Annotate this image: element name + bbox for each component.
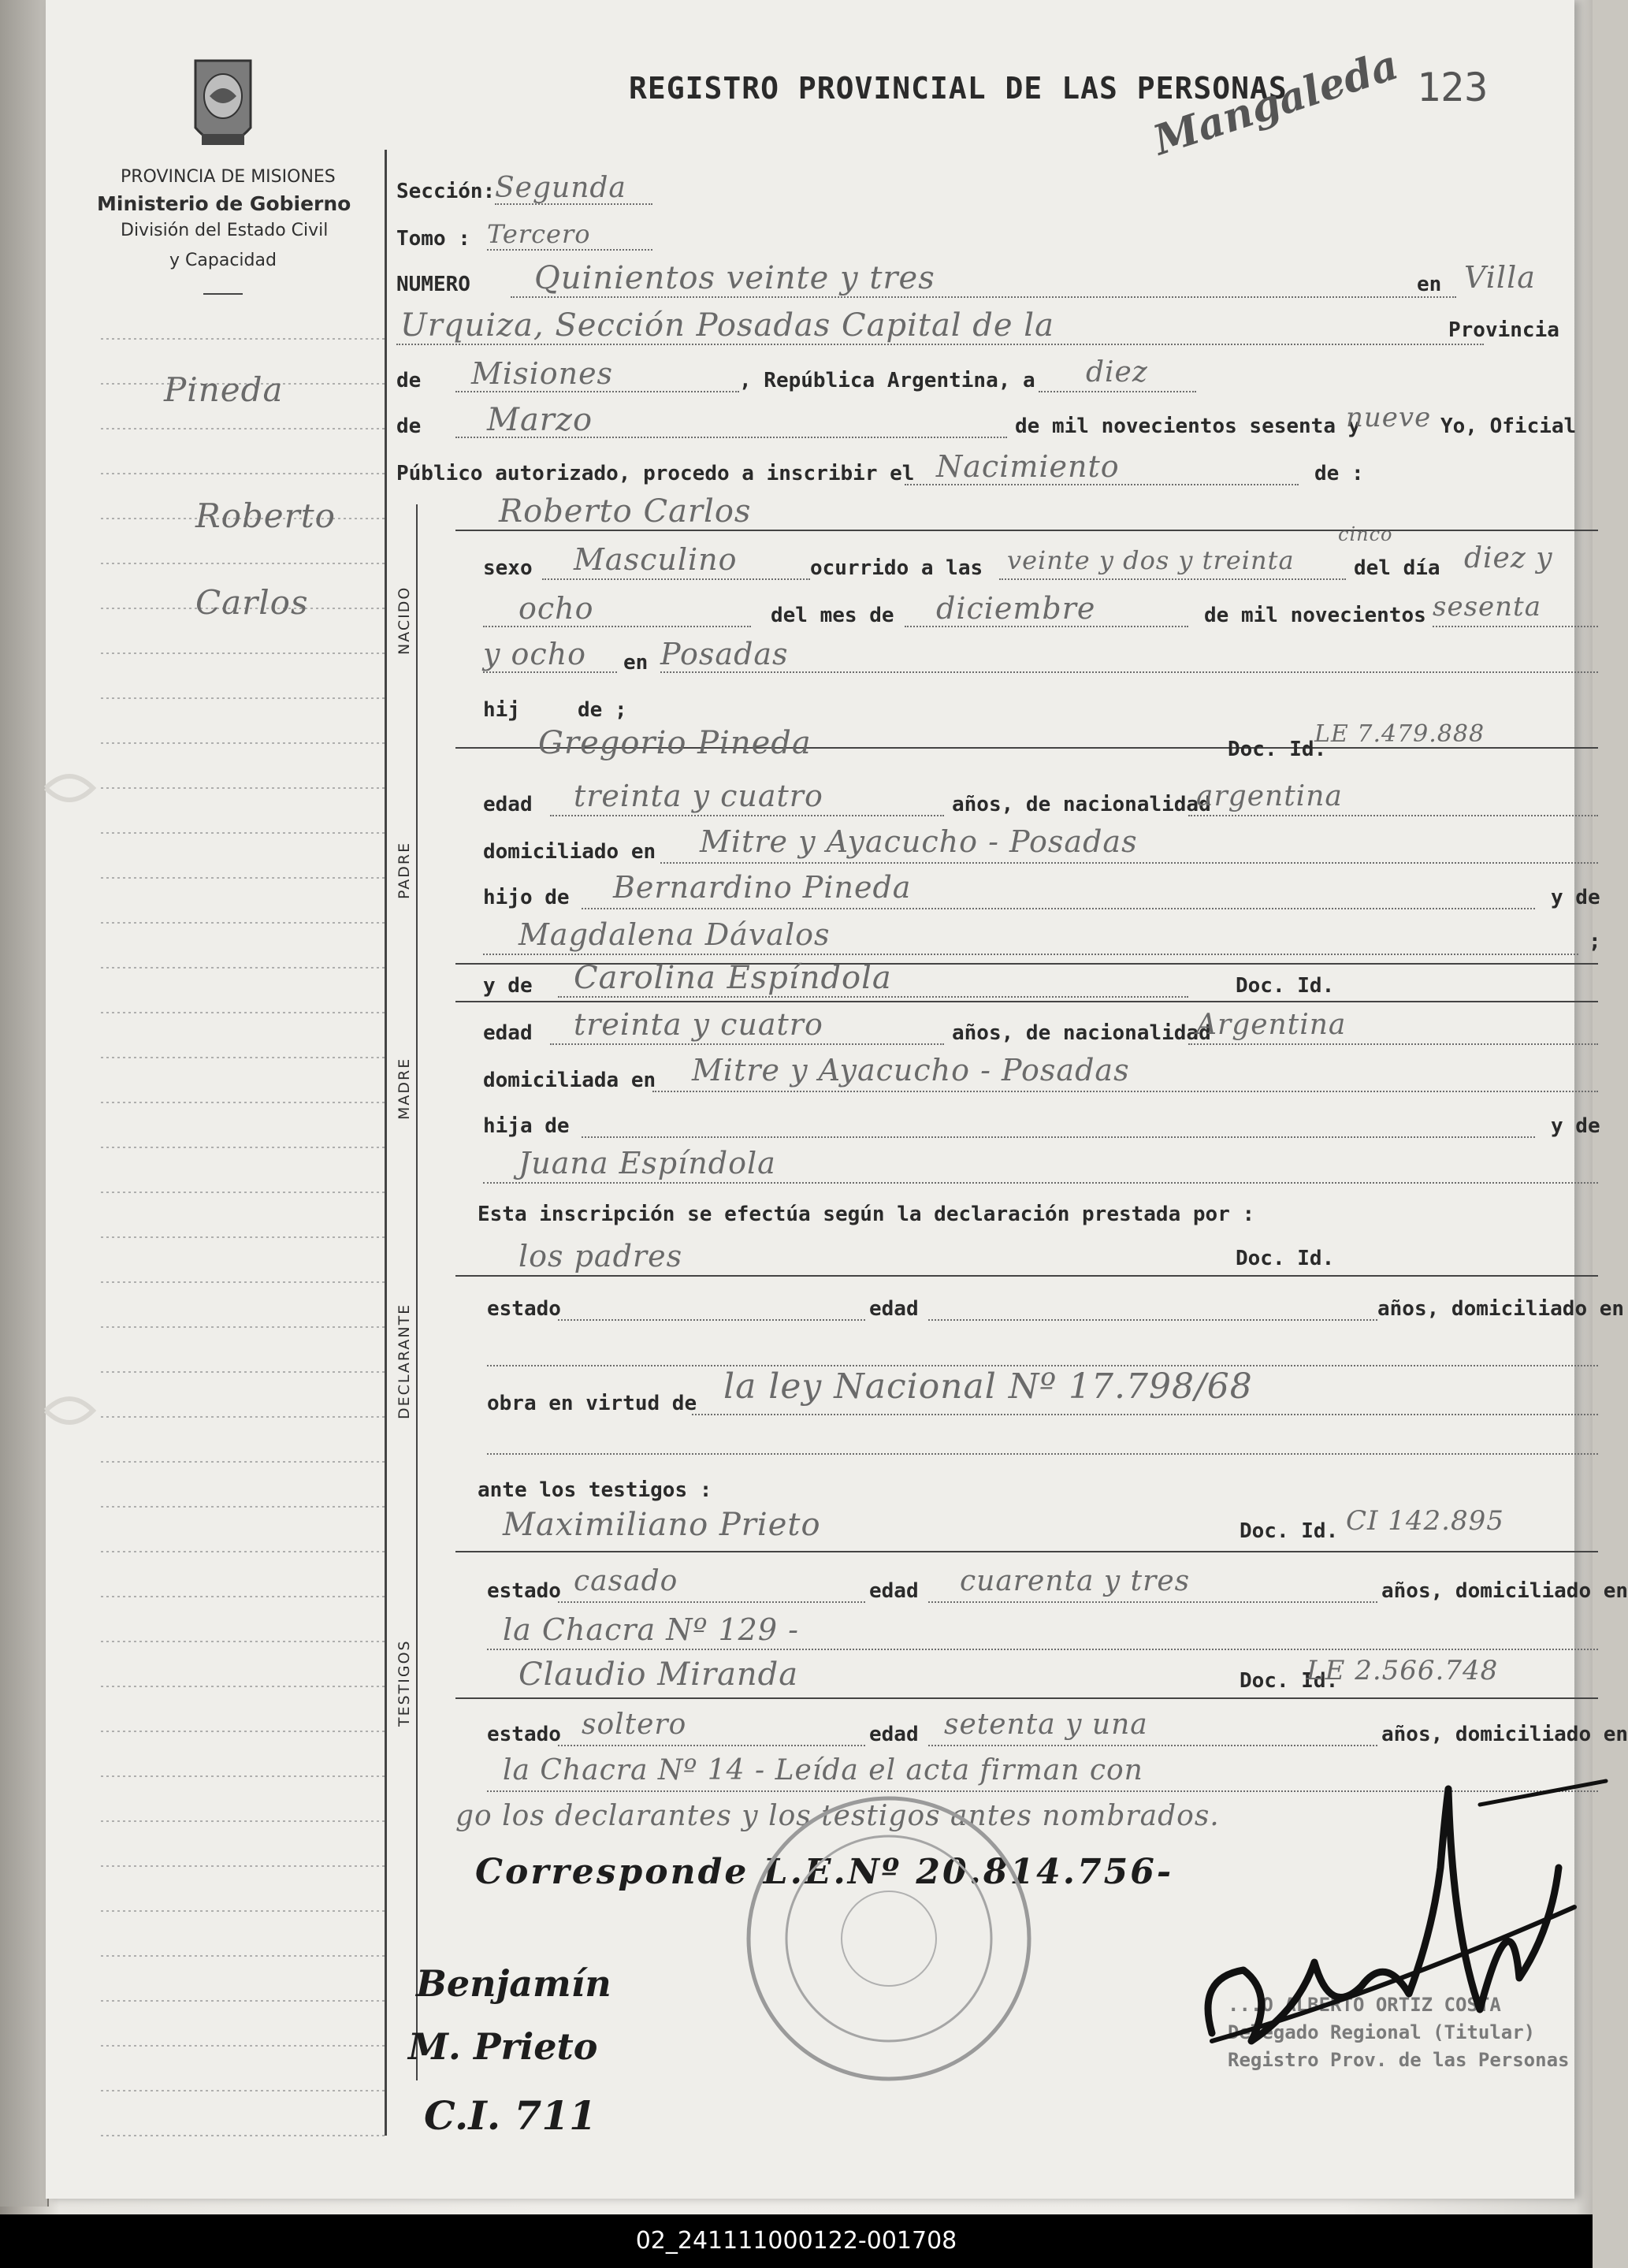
division-line-1: División del Estado Civil <box>121 221 329 240</box>
dia-nac-line <box>483 626 751 627</box>
testigo1-name-rule <box>455 1551 1598 1552</box>
entry-testigo1-estado: casado <box>574 1565 678 1597</box>
entry-testigo1: Maximiliano Prieto <box>503 1507 821 1543</box>
label-numero: NUMERO <box>396 273 470 296</box>
entry-ano: nueve <box>1346 402 1432 433</box>
entry-dia: diez <box>1086 356 1148 389</box>
declarante-estado-line <box>558 1319 865 1321</box>
obra-line-2 <box>487 1453 1598 1455</box>
entry-ano-nac-2: y ocho <box>483 637 587 671</box>
ano-nac-line <box>1433 626 1598 627</box>
officer-signature <box>1180 1773 1606 2104</box>
entry-hora: veinte y dos y treinta <box>1007 545 1295 575</box>
label-republica: , República Argentina, a <box>739 369 1035 392</box>
padre-dom-line <box>660 862 1598 864</box>
label-testigo1-estado: estado <box>487 1579 561 1603</box>
testigo1-dom-line <box>487 1649 1598 1650</box>
adjacent-page-edge <box>0 0 49 2207</box>
binding-thread <box>38 757 101 820</box>
side-label-declarante: DECLARANTE <box>396 1303 413 1419</box>
margin-signature-1: Benjamín <box>416 1962 611 2005</box>
provincia-line <box>455 391 739 392</box>
entry-seccion: Segunda <box>495 172 626 204</box>
tomo-line <box>487 249 652 251</box>
entry-provincia: Misiones <box>471 356 614 391</box>
label-madre-hija-de: hija de <box>483 1114 570 1138</box>
entry-tomo: Tercero <box>487 219 591 249</box>
image-identifier-bar: 02_241111000122-001708 <box>0 2214 1593 2268</box>
page-number: 123 <box>1417 65 1489 110</box>
label-testigo2-doc: Doc. Id. <box>1240 1669 1339 1693</box>
numero-line <box>511 296 1456 298</box>
entry-madre-nombre: Carolina Espíndola <box>574 960 892 996</box>
side-label-nacido: NACIDO <box>396 586 413 655</box>
label-ocurrido: ocurrido a las <box>810 556 983 580</box>
label-madre-y-de-2: y de <box>1551 1114 1600 1138</box>
entry-obra: la ley Nacional Nº 17.798/68 <box>723 1366 1253 1407</box>
madre-hija-de2-line <box>483 1182 1598 1184</box>
entry-acto: Nacimiento <box>936 449 1120 484</box>
label-sexo: sexo <box>483 556 533 580</box>
entry-nombre: Roberto Carlos <box>499 493 752 530</box>
lugar-nac-line <box>660 671 1598 673</box>
entry-madre-edad: treinta y cuatro <box>574 1007 823 1042</box>
label-de-2: de <box>396 415 422 438</box>
label-ante: ante los testigos : <box>478 1478 712 1502</box>
label-de-semi: de ; <box>578 698 627 722</box>
entry-lugar: Urquiza, Sección Posadas Capital de la <box>400 307 1054 344</box>
official-seal-stamp <box>739 1789 1039 2088</box>
label-en-nac: en <box>623 651 649 675</box>
label-provincia: Provincia <box>1448 318 1559 342</box>
label-del-dia: del día <box>1354 556 1440 580</box>
label-padre-anos-nac: años, de nacionalidad <box>952 793 1211 816</box>
entry-ano-nac: sesenta <box>1433 591 1541 623</box>
label-padre-hijo-de: hijo de <box>483 886 570 909</box>
label-mil-novecientos: de mil novecientos sesenta y <box>1015 415 1361 438</box>
label-testigo1-anos-dom: años, domiciliado en <box>1381 1579 1628 1603</box>
label-declarante-edad: edad <box>869 1297 919 1321</box>
label-publico: Público autorizado, procedo a inscribir el <box>396 462 915 485</box>
entry-padre-edad: treinta y cuatro <box>574 779 823 813</box>
entry-mes: Marzo <box>487 402 593 438</box>
entry-madre-hija-de2: Juana Espíndola <box>519 1146 776 1180</box>
side-column-border <box>416 504 418 2080</box>
testigo1-edad-line <box>928 1601 1377 1603</box>
label-declarante-estado: estado <box>487 1297 561 1321</box>
label-padre-edad: edad <box>483 793 533 816</box>
entry-padre-nac: argentina <box>1196 780 1343 812</box>
binding-thread <box>38 1379 101 1442</box>
padre-nac-line <box>1188 815 1598 816</box>
entry-testigo1-edad: cuarenta y tres <box>960 1565 1191 1597</box>
padre-hijo-de-line <box>582 908 1535 909</box>
label-declarante-doc: Doc. Id. <box>1236 1247 1335 1270</box>
entry-padre-dom: Mitre y Ayacucho - Posadas <box>700 824 1138 859</box>
entry-padre-hijo-de: Bernardino Pineda <box>613 870 912 905</box>
label-del-mes: del mes de <box>771 604 894 627</box>
label-yo-oficial: Yo, Oficial <box>1440 415 1577 438</box>
label-testigo2-anos-dom: años, domiciliado en <box>1381 1723 1628 1746</box>
declarante-edad-line <box>928 1319 1377 1321</box>
entry-declarante: los padres <box>519 1239 683 1273</box>
label-madre-anos-nac: años, de nacionalidad <box>952 1021 1211 1045</box>
obra-line <box>692 1414 1598 1415</box>
label-tomo: Tomo : <box>396 227 470 251</box>
mes-nac-line <box>905 626 1188 627</box>
label-de-mil-nov: de mil novecientos <box>1204 604 1426 627</box>
lugar-line <box>396 344 1484 345</box>
label-padre-domicilio: domiciliado en <box>483 840 656 864</box>
ano-nac2-line <box>483 671 617 673</box>
label-inscripcion: Esta inscripción se efectúa según la declaración prestada por : <box>478 1203 1255 1226</box>
entry-madre-dom: Mitre y Ayacucho - Posadas <box>692 1053 1130 1088</box>
header-divider <box>203 293 243 295</box>
margin-given-name-1: Roberto <box>195 496 336 535</box>
entry-testigo2: Claudio Miranda <box>519 1656 799 1693</box>
label-madre-edad: edad <box>483 1021 533 1045</box>
label-hij: hij <box>483 698 520 722</box>
madre-nombre-line <box>558 996 1188 998</box>
entry-testigo2-doc: LE 2.566.748 <box>1306 1655 1499 1686</box>
madre-nac-line <box>1188 1043 1598 1045</box>
side-label-padre: PADRE <box>396 841 413 899</box>
margin-given-name-2: Carlos <box>195 583 309 622</box>
testigo2-estado-line <box>558 1745 865 1746</box>
entry-sexo: Masculino <box>574 542 738 577</box>
padre-edad-line <box>550 815 944 816</box>
declarante-name-rule <box>455 1275 1598 1277</box>
entry-hora-extra: cinco <box>1338 523 1393 545</box>
register-page <box>46 0 1628 2199</box>
dia-line <box>1039 391 1196 392</box>
entry-mes-nac: diciembre <box>936 591 1096 626</box>
label-madre-y-de: y de <box>483 974 533 998</box>
side-label-testigos: TESTIGOS <box>396 1639 413 1727</box>
entry-cierre: go los declarantes y los testigos antes nombrados. <box>455 1800 1220 1832</box>
label-padre-doc: Doc. Id. <box>1228 738 1327 761</box>
entry-dia-nac: diez y <box>1464 542 1553 574</box>
label-testigo1-edad: edad <box>869 1579 919 1603</box>
side-label-madre: MADRE <box>396 1057 413 1120</box>
entry-testigo1-doc: CI 142.895 <box>1346 1505 1504 1537</box>
nombre-rule <box>455 530 1598 531</box>
province-name: PROVINCIA DE MISIONES <box>121 167 336 187</box>
testigo2-name-rule <box>455 1697 1598 1699</box>
entry-madre-nac: Argentina <box>1196 1009 1347 1041</box>
testigo1-estado-line <box>558 1601 865 1603</box>
label-de-colon: de : <box>1314 462 1364 485</box>
margin-border <box>385 150 387 2136</box>
padre-hijo-de2-line <box>483 954 1578 955</box>
entry-padre-nombre: Gregorio Pineda <box>538 725 812 761</box>
stamp-line-1: ...O ALBERTO ORTIZ COSTA <box>1228 1994 1501 2016</box>
provincial-crest-emblem <box>188 49 258 167</box>
registry-title: REGISTRO PROVINCIAL DE LAS PERSONAS <box>629 71 1288 106</box>
entry-numero: Quinientos veinte y tres <box>534 260 935 296</box>
label-testigo2-estado: estado <box>487 1723 561 1746</box>
acto-line <box>905 484 1299 485</box>
label-semicolon: ; <box>1589 930 1601 954</box>
entry-testigo2-edad: setenta y una <box>944 1708 1148 1741</box>
madre-dom-line <box>652 1091 1598 1092</box>
label-de-1: de <box>396 369 422 392</box>
label-testigo1-doc: Doc. Id. <box>1240 1519 1339 1543</box>
label-testigo2-edad: edad <box>869 1723 919 1746</box>
entry-padre-doc: LE 7.479.888 <box>1314 720 1485 748</box>
sexo-line <box>542 578 810 580</box>
entry-en: Villa <box>1464 260 1536 295</box>
entry-dia-nac-2: ocho <box>519 591 594 626</box>
madre-hija-de-line <box>582 1136 1535 1138</box>
entry-padre-hijo-de2: Magdalena Dávalos <box>519 917 831 952</box>
label-obra: obra en virtud de <box>487 1392 697 1415</box>
label-madre-doc: Doc. Id. <box>1236 974 1335 998</box>
corner-signature: Mangaleda <box>1147 40 1404 165</box>
entry-lugar-nac: Posadas <box>660 637 789 671</box>
ministry-name: Ministerio de Gobierno <box>97 192 351 215</box>
entry-corresponde: Corresponde L.E.Nº 20.814.756- <box>475 1852 1174 1892</box>
division-line-2: y Capacidad <box>169 251 277 270</box>
testigo2-edad-line <box>928 1745 1377 1746</box>
madre-edad-line <box>550 1043 944 1045</box>
label-seccion: Sección: <box>396 180 496 203</box>
margin-surname: Pineda <box>164 370 284 409</box>
label-padre-y-de: y de <box>1551 886 1600 909</box>
entry-testigo2-estado: soltero <box>582 1708 687 1741</box>
hora-line <box>999 578 1346 580</box>
margin-signature-2: M. Prieto <box>408 2025 598 2068</box>
entry-testigo1-dom: la Chacra Nº 129 - <box>503 1612 799 1647</box>
margin-ruled-lines <box>101 0 432 2199</box>
stamp-line-2: Delegado Regional (Titular) <box>1228 2021 1536 2043</box>
stamp-line-3: Registro Prov. de las Personas <box>1228 2049 1570 2071</box>
label-en: en <box>1417 273 1442 296</box>
entry-testigo2-dom: la Chacra Nº 14 - Leída el acta firman con <box>503 1754 1143 1787</box>
label-declarante-anos-dom: años, domiciliado en <box>1377 1297 1625 1321</box>
madre-name-rule <box>455 1001 1598 1002</box>
margin-signature-3: C.I. 711 <box>424 2092 597 2139</box>
label-madre-domicilio: domiciliada en <box>483 1069 656 1092</box>
